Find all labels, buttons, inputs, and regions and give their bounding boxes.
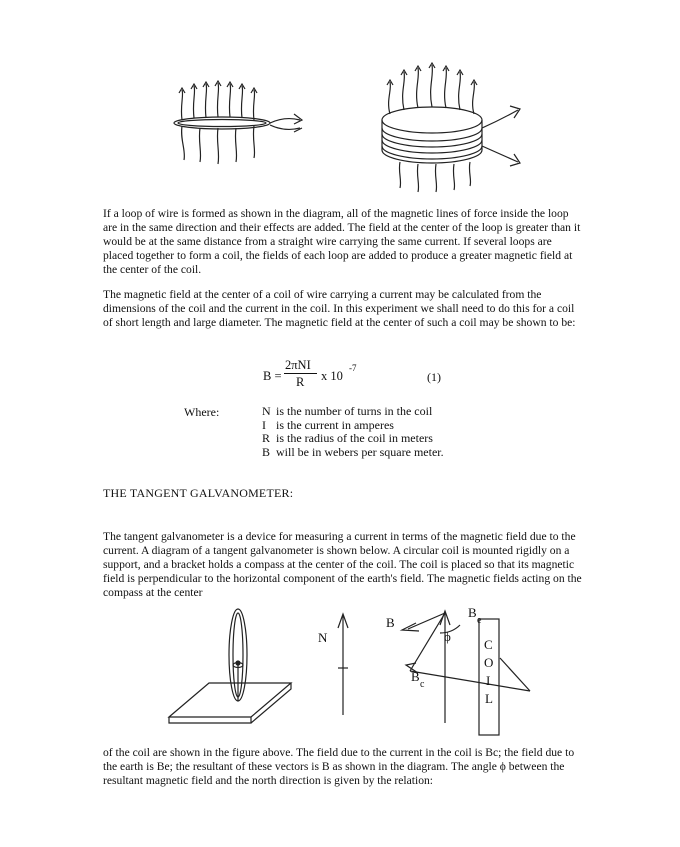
variable-list [262, 405, 444, 459]
resultant-label: B [386, 615, 395, 630]
section-heading: THE TANGENT GALVANOMETER: [103, 486, 294, 500]
vector-diagram [380, 603, 540, 743]
galvanometer-paragraph: The tangent galvanometer is a device for measuring a current in terms of the magnetic field due to the current. A diagram of a tangent galvanometer is shown below. A circular coil is mounted rigidly on a support, and a bracket holds a compass at the center of the coil. The coil is placed so that its magnetic field is perpendicular to the horizontal component of the earth's field. The magnetic fields acting on the compass at the center [103, 530, 582, 599]
variable-row-i: I is the current in amperes [262, 417, 394, 432]
formula-intro-paragraph: The magnetic field at the center of a coil of wire carrying a current may be calculated from the dimensions of the coil and the current in the coil. In this experiment we shall need to do this for a coil of short length and large diameter. The magnetic field at the center of such a coil may be shown to be: [103, 288, 576, 329]
coil-letter: I [486, 673, 491, 688]
vector-explanation-paragraph: of the coil are shown in the figure above. The field due to the current in the coil is Bc; the field due to the earth is Be; the resultant of these vectors is B as shown in the diagram. The angle ϕ between the resultant magnetic field and the north direction is given by the relation: [103, 746, 575, 787]
galvanometer-apparatus-diagram [165, 605, 295, 730]
fraction-bar [284, 373, 317, 374]
coil-field-subscript: c [420, 679, 425, 690]
coil-letter: C [484, 637, 493, 652]
earth-field-subscript: e [477, 615, 482, 626]
coil-letter: O [484, 655, 494, 670]
equation-exponent: -7 [349, 363, 357, 373]
variable-row-b: B will be in webers per square meter. [262, 444, 444, 459]
where-label: Where: [184, 405, 220, 419]
variable-row-n: N is the number of turns in the coil [262, 404, 433, 418]
coil-field-line [410, 671, 530, 691]
resultant-vector [410, 613, 445, 671]
angle-label: ϕ [444, 629, 451, 644]
equation-denominator: R [296, 375, 305, 389]
north-arrow-diagram [310, 610, 360, 720]
equation-tail: x 10 [321, 369, 343, 383]
coil-field-label: B [411, 669, 420, 684]
equation-number: (1) [427, 370, 441, 384]
intro-paragraph: If a loop of wire is formed as shown in the diagram, all of the magnetic lines of force inside the loop are in the same direction and their effects are added. The field at the center of the loop is greater than it would be at the same distance from a straight wire carrying the same current. If several loops are placed together to form a coil, the fields of each loop are added to produce a greater magnetic field at the center of the coil. [103, 207, 581, 276]
equation [263, 358, 463, 394]
equation-numerator: 2πNI [285, 358, 311, 372]
equation-lhs: B = [263, 369, 282, 383]
variable-row-r: R is the radius of the coil in meters [262, 431, 433, 445]
north-label: N [318, 630, 328, 645]
single-loop-diagram [160, 80, 330, 170]
coil-letter: L [485, 691, 493, 706]
coil-diagram [370, 62, 550, 197]
earth-field-label: B [468, 605, 477, 620]
